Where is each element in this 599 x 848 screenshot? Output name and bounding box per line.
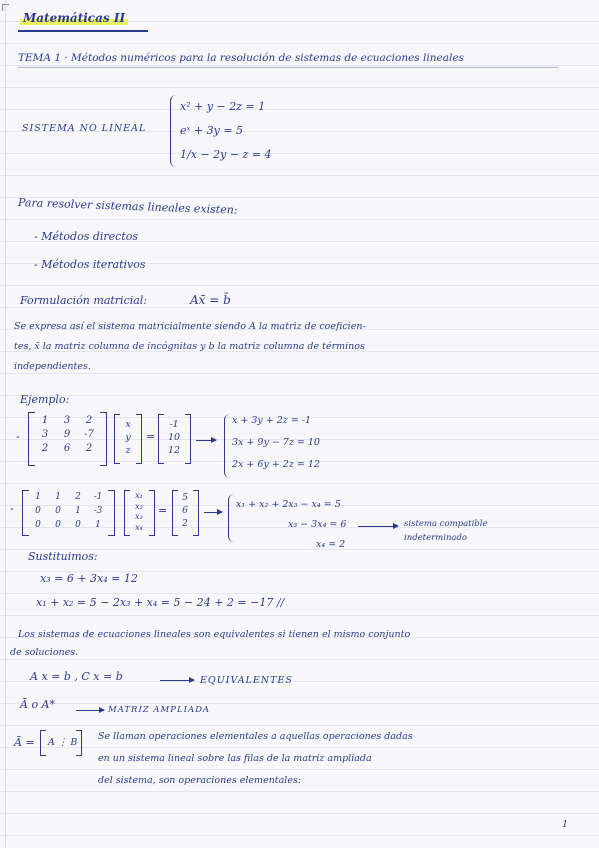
metodos-intro: Para resolver sistemas lineales existen:: [17, 196, 238, 217]
matrix-a-cell: 3: [41, 429, 49, 440]
arrow-icon: [76, 710, 104, 711]
vector-b2-cell: 2: [182, 519, 188, 529]
matrix-a2-cell: 1: [75, 506, 81, 516]
vector-b2-right-bracket: [193, 490, 199, 536]
matrix-a: [34, 414, 100, 456]
ejemplo2-dash: -: [10, 502, 14, 515]
ampliada-label: MATRIZ AMPLIADA: [108, 705, 211, 715]
vector-x: [120, 418, 136, 457]
matrix-a-cell: 2: [85, 415, 93, 426]
ejemplo2-eq-1: x₁ + x₂ + 2x₃ − x₄ = 5: [236, 499, 341, 510]
formulacion-line-2: tes, x̄ la matriz columna de incógnitas y b la matriz columna de términos: [14, 341, 365, 352]
matrix-a2-cell: 0: [35, 520, 41, 530]
matrix-a2-cell: 1: [35, 492, 41, 502]
eq-2: eˣ + 3y = 5: [180, 124, 244, 137]
vector-x2-cell: x₂: [135, 501, 143, 511]
vector-x2: [129, 491, 149, 533]
operaciones-line-2: en un sistema lineal sobre las filas de la matriz ampliada: [98, 753, 372, 764]
matrix-a2: [28, 490, 108, 532]
vector-b-cell: 12: [167, 445, 181, 456]
formulacion-formula: Ax̄ = b̄: [190, 293, 231, 307]
tema-underline: [18, 67, 558, 68]
matrix-a-cell: 2: [41, 443, 49, 454]
page-number: 1: [562, 819, 569, 830]
ejemplo2-result-2: indeterminado: [404, 533, 468, 543]
vector-x-cell: y: [125, 432, 131, 443]
matrix-a-cell: 3: [63, 415, 71, 426]
vector-x2-right-bracket: [149, 490, 155, 536]
arrow-icon: [358, 526, 398, 527]
arrow-icon: [196, 440, 216, 441]
matrix-a2-cell: 2: [75, 492, 81, 502]
matrix-a2-right-bracket: [108, 490, 115, 536]
metodo-item-2: - Métodos iterativos: [34, 258, 146, 271]
ejemplo2-eq-2: x₃ − 3x₄ = 6: [288, 519, 347, 530]
sustituimos-label: Sustituimos:: [28, 550, 98, 563]
matrix-a2-cell: 0: [55, 506, 61, 516]
formulacion-heading: Formulación matricial:: [20, 294, 148, 307]
ampliada-right-bracket: [76, 730, 82, 756]
equivalentes-example: A x = b , C x = b: [30, 670, 123, 683]
ejemplo2-brace: [228, 494, 235, 542]
matrix-a-cell: -7: [84, 429, 94, 440]
matrix-a2-cell: 1: [55, 492, 61, 502]
formulacion-line-1: Se expresa así el sistema matricialmente siendo A la matriz de coeficien-: [14, 321, 366, 332]
ampliada-inside: A ⋮ B: [48, 737, 78, 748]
matrix-a2-cell: 1: [95, 520, 101, 530]
matrix-a-cell: 6: [63, 443, 71, 454]
vector-x-cell: z: [125, 445, 131, 456]
matrix-a-right-bracket: [100, 412, 107, 466]
vector-x2-cell: x₄: [135, 522, 143, 532]
arrow-icon: [160, 680, 194, 681]
sustituimos-line-2: x₁ + x₂ = 5 − 2x₃ + x₄ = 5 − 24 + 2 = −17 //: [36, 596, 285, 609]
ampliada-notation: Ā o A*: [20, 698, 56, 711]
eq-1: x² + y − 2z = 1: [180, 100, 266, 113]
matrix-a-cell: 9: [63, 429, 71, 440]
ejemplo1-equals: =: [146, 430, 156, 443]
matrix-a2-cell: 0: [75, 520, 81, 530]
ejemplo1-eq-3: 2x + 6y + 2z = 12: [232, 459, 320, 470]
vector-x-right-bracket: [136, 414, 142, 464]
vector-x2-cell: x₁: [135, 491, 143, 500]
vector-b-cell: -1: [169, 419, 179, 430]
margin-line: [5, 0, 6, 848]
ejemplo1-eq-2: 3x + 9y − 7z = 10: [232, 437, 320, 448]
vector-b: [163, 418, 185, 457]
metodo-item-1: - Métodos directos: [34, 230, 139, 243]
matrix-a2-cell: 0: [55, 520, 61, 530]
vector-b2-cell: 6: [182, 506, 188, 516]
title-underline: [18, 30, 148, 32]
equivalentes-line-2: de soluciones.: [10, 647, 79, 658]
operaciones-line-1: Se llaman operaciones elementales a aquellas operaciones dadas: [98, 731, 413, 742]
tema-heading: TEMA 1 · Métodos numéricos para la resolución de sistemas de ecuaciones lineales: [18, 52, 464, 64]
sustituimos-line-1: x₃ = 6 + 3x₄ = 12: [40, 572, 138, 585]
matrix-a2-cell: -3: [93, 506, 103, 516]
equivalentes-line-1: Los sistemas de ecuaciones lineales son equivalentes si tienen el mismo conjunto: [18, 629, 411, 640]
ejemplo1-brace: [224, 414, 231, 478]
ejemplo2-result: sistema compatible: [404, 519, 488, 529]
matrix-a2-cell: 0: [35, 506, 41, 516]
ejemplo-label: Ejemplo:: [20, 393, 70, 406]
vector-b2-cell: 5: [182, 493, 188, 503]
arrow-icon: [204, 512, 222, 513]
vector-b2: [177, 492, 193, 531]
vector-b-right-bracket: [185, 414, 191, 464]
ejemplo1-eq-1: x + 3y + 2z = -1: [232, 415, 312, 426]
ejemplo2-eq-3: x₄ = 2: [316, 539, 346, 550]
page-title: Matemáticas II: [20, 12, 128, 25]
formulacion-line-3: independientes.: [14, 361, 91, 372]
eq-3: 1/x − 2y − z = 4: [180, 148, 272, 161]
equivalentes-label: EQUIVALENTES: [200, 675, 293, 686]
operaciones-line-3: del sistema, son operaciones elementales:: [98, 775, 302, 786]
ampliada-left-bracket: [40, 730, 46, 756]
sistema-label: SISTEMA NO LINEAL: [22, 123, 147, 134]
matrix-a2-cell: -1: [93, 492, 103, 502]
matrix-a-cell: 1: [41, 415, 49, 426]
vector-x-cell: x: [125, 419, 131, 430]
ejemplo2-equals: =: [158, 504, 168, 517]
vector-b-cell: 10: [167, 432, 181, 443]
matrix-a-cell: 2: [85, 443, 93, 454]
operaciones-lhs: Ā =: [14, 736, 35, 749]
vector-x2-cell: x₃: [135, 512, 143, 521]
page-corner-mark: [2, 4, 9, 11]
ejemplo1-dash: -: [16, 430, 20, 443]
system-brace: [170, 95, 177, 167]
